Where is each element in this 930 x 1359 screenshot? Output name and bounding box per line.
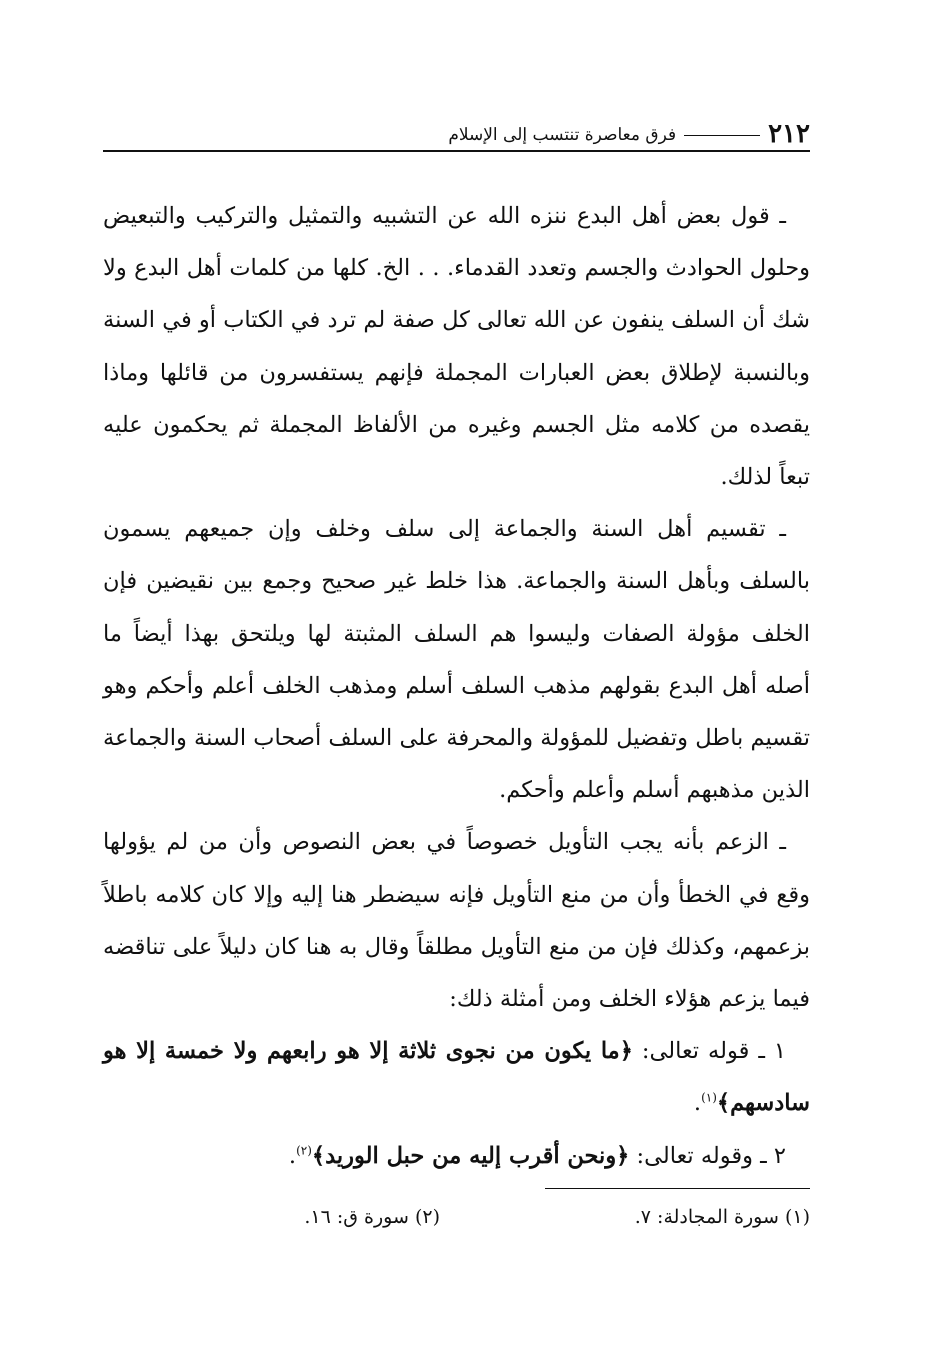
footnote-ref-1[interactable]: (١) — [701, 1090, 717, 1105]
paragraph-2: ـ تقسيم أهل السنة والجماعة إلى سلف وخلف وإن جميعهم يسمون بالسلف وبأهل السنة والجماعة. هذا خلط غير صحيح وجمع بين نقيضين فإن الخلف مؤولة الصفات وليسوا هم السلف المثبتة لها ويلتحق بهذا أيضاً ما أصله أهل البدع بقولهم مذهب السلف أسلم ومذهب الخلف أعلم وأحكم وهو تقسيم باطل وتفضيل للمؤولة والمحرفة على السلف أصحاب السنة والجماعة الذين مذهبهم أسلم وأعلم وأحكم. — [103, 516, 810, 804]
header-dash-rule — [684, 135, 760, 136]
main-text — [103, 190, 810, 1182]
example-2-verse: ﴿ونحن أقرب إليه من حبل الوريد﴾ — [311, 1142, 630, 1169]
footnote-ref-2[interactable]: (٢) — [296, 1143, 312, 1158]
page-number: ٢١٢ — [768, 119, 810, 149]
paragraph-3: ـ الزعم بأنه يجب التأويل خصوصاً في بعض النصوص وأن من لم يؤولها وقع في الخطأ وأن من منع التأويل فإنه سيضطر هنا إليه وإلا كان كلامه باطلاً بزعمهم، وكذلك فإن من منع التأويل مطلقاً وقال به هنا كان دليلاً على تناقضه فيما يزعم هؤلاء الخلف ومن أمثلة ذلك: — [103, 829, 810, 1013]
paragraph-1: ـ قول بعض أهل البدع ننزه الله عن التشبيه والتمثيل والتركيب والتبعيض وحلول الحوادث والجسم وتعدد القدماء. . . الخ. كلها من كلمات أهل البدع ولا شك أن السلف ينفون عن الله تعالى كل صفة لم ترد في الكتاب أو في السنة وبالنسبة لإطلاق بعض العبارات المجملة فإنهم يستفسرون من قائلها وماذا يقصده من كلامه مثل الجسم وغيره من الألفاظ المجملة ثم يحكمون عليه تبعاً لذلك. — [103, 203, 810, 491]
example-2 — [103, 1130, 810, 1182]
example-1-verse: ﴿ما يكون من نجوى ثلاثة إلا هو رابعهم ولا خمسة إلا هو سادسهم﴾ — [103, 1038, 810, 1117]
footnote-separator — [545, 1188, 810, 1189]
example-1 — [103, 1025, 810, 1129]
footnotes — [103, 1200, 810, 1240]
footnote-2: (٢) سورة ق: ١٦. — [304, 1206, 440, 1228]
example-1-suffix: . — [693, 1090, 702, 1117]
header-divider — [103, 150, 810, 152]
running-title: فرق معاصرة تنتسب إلى الإسلام — [448, 125, 677, 145]
example-1-prefix: ١ ـ قوله تعالى: — [632, 1038, 786, 1065]
footnote-1: (١) سورة المجادلة: ٧. — [634, 1206, 810, 1228]
example-2-prefix: ٢ ـ وقوله تعالى: — [629, 1142, 786, 1169]
running-header — [103, 106, 810, 148]
example-2-suffix: . — [288, 1142, 297, 1169]
